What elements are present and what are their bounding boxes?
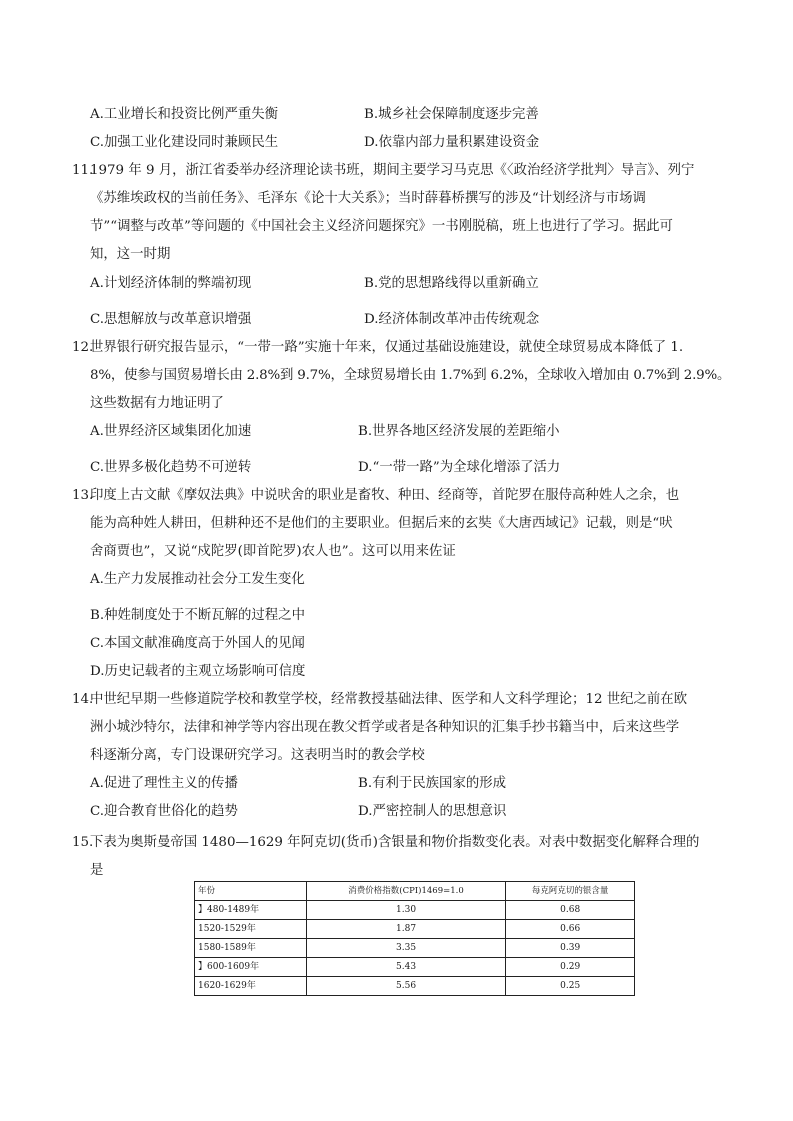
q12-option-c: C.世界多极化趋势不可逆转 bbox=[90, 460, 252, 475]
table-row bbox=[195, 958, 635, 977]
table-header-silver: 每克阿克切的银含量 bbox=[506, 882, 635, 901]
table-cell-cpi: 3.35 bbox=[306, 939, 506, 958]
table-cell-year: 】600-1609年 bbox=[195, 958, 307, 977]
q13-number: 13. bbox=[72, 488, 94, 503]
q14-option-a: A.促进了理性主义的传播 bbox=[90, 776, 238, 791]
q15-number: 15. bbox=[72, 835, 94, 850]
q11-number: 11. bbox=[72, 163, 94, 178]
table-cell-silver: 0.68 bbox=[506, 901, 635, 920]
q13-option-d: D.历史记载者的主观立场影响可信度 bbox=[90, 664, 306, 679]
table-header-year: 年份 bbox=[195, 882, 307, 901]
table-cell-silver: 0.39 bbox=[506, 939, 635, 958]
q12-option-b: B.世界各地区经济发展的差距缩小 bbox=[358, 424, 560, 439]
q13-option-b: B.种姓制度处于不断瓦解的过程之中 bbox=[90, 608, 305, 623]
q10-option-d: D.依靠内部力量积累建设资金 bbox=[364, 135, 540, 150]
table-row bbox=[195, 977, 635, 996]
table-cell-year: 1620-1629年 bbox=[195, 977, 307, 996]
q11-stem-line-3: 节”“调整与改革”等问题的《中国社会主义经济问题探究》一书刚脱稿，班上也进行了学习。据此可 bbox=[90, 219, 673, 234]
q11-stem-line-2: 《苏维埃政权的当前任务》、毛泽东《论十大关系》；当时薛暮桥撰写的涉及“计划经济与市场调 bbox=[90, 191, 646, 206]
table-cell-cpi: 1.87 bbox=[306, 920, 506, 939]
table-cell-silver: 0.25 bbox=[506, 977, 635, 996]
table-cell-silver: 0.29 bbox=[506, 958, 635, 977]
q11-stem-line-4: 知，这一时期 bbox=[90, 247, 171, 262]
q11-option-b: B.党的思想路线得以重新确立 bbox=[364, 276, 539, 291]
table-header-cpi: 消费价格指数(CPI)1469=1.0 bbox=[306, 882, 506, 901]
q10-option-c: C.加强工业化建设同时兼顾民生 bbox=[90, 135, 279, 150]
q11-option-d: D.经济体制改革冲击传统观念 bbox=[364, 312, 540, 327]
q15-stem-line-2: 是 bbox=[90, 863, 104, 878]
q13-option-a: A.生产力发展推动社会分工发生变化 bbox=[90, 572, 305, 587]
q10-option-b: B.城乡社会保障制度逐步完善 bbox=[364, 107, 539, 122]
q12-option-a: A.世界经济区域集团化加速 bbox=[90, 424, 252, 439]
q12-stem-line-1: 世界银行研究报告显示，“一带一路”实施十年来，仅通过基础设施建设，就使全球贸易成本降低了 1. bbox=[90, 340, 684, 355]
q15-stem-line-1: 下表为奥斯曼帝国 1480—1629 年阿克切(货币)含银量和物价指数变化表。对表中数据变化解释合理的 bbox=[90, 835, 700, 850]
q10-option-a: A.工业增长和投资比例严重失衡 bbox=[90, 107, 279, 122]
table-cell-year: 1580-1589年 bbox=[195, 939, 307, 958]
table-header-row bbox=[195, 882, 635, 901]
q11-option-a: A.计划经济体制的弊端初现 bbox=[90, 276, 252, 291]
q14-option-c: C.迎合教育世俗化的趋势 bbox=[90, 804, 238, 819]
q11-option-c: C.思想解放与改革意识增强 bbox=[90, 312, 252, 327]
q14-number: 14. bbox=[72, 692, 94, 707]
table-row bbox=[195, 920, 635, 939]
q12-stem-line-2: 8%，使参与国贸易增长由 2.8%到 9.7%，全球贸易增长由 1.7%到 6.2%，全球收入增加由 0.7%到 2.9%。 bbox=[90, 368, 731, 383]
q14-stem-line-2: 洲小城沙特尔，法律和神学等内容出现在教父哲学或者是各种知识的汇集手抄书籍当中，后来这些学 bbox=[90, 720, 680, 735]
q13-option-c: C.本国文献准确度高于外国人的见闻 bbox=[90, 636, 305, 651]
q15-data-table bbox=[194, 881, 635, 996]
table-cell-year: 】480-1489年 bbox=[195, 901, 307, 920]
table-row bbox=[195, 939, 635, 958]
table-cell-cpi: 5.43 bbox=[306, 958, 506, 977]
table-cell-year: 1520-1529年 bbox=[195, 920, 307, 939]
q14-stem-line-3: 科逐渐分离，专门设课研究学习。这表明当时的教会学校 bbox=[90, 748, 425, 763]
table-cell-cpi: 5.56 bbox=[306, 977, 506, 996]
table-row bbox=[195, 901, 635, 920]
table-cell-cpi: 1.30 bbox=[306, 901, 506, 920]
q14-stem-line-1: 中世纪早期一些修道院学校和教堂学校，经常教授基础法律、医学和人文科学理论；12 世纪之前在欧 bbox=[90, 692, 688, 707]
table-cell-silver: 0.66 bbox=[506, 920, 635, 939]
q12-number: 12. bbox=[72, 340, 94, 355]
q13-stem-line-1: 印度上古文献《摩奴法典》中说吠舍的职业是畜牧、种田、经商等，首陀罗在服侍高种姓人之余，也 bbox=[90, 488, 680, 503]
q11-stem-line-1: 1979 年 9 月，浙江省委举办经济理论读书班，期间主要学习马克思《〈政治经济学批判〉导言》、列宁 bbox=[90, 163, 695, 178]
q14-option-b: B.有利于民族国家的形成 bbox=[358, 776, 507, 791]
q13-stem-line-2: 能为高种姓人耕田，但耕种还不是他们的主要职业。但据后来的玄奘《大唐西域记》记载，则是“吠 bbox=[90, 516, 673, 531]
q12-stem-line-3: 这些数据有力地证明了 bbox=[90, 396, 224, 411]
q12-option-d: D.“一带一路”为全球化增添了活力 bbox=[358, 460, 561, 475]
q13-stem-line-3: 舍商贾也”，又说“戍陀罗(即首陀罗)农人也”。这可以用来佐证 bbox=[90, 544, 456, 559]
q14-option-d: D.严密控制人的思想意识 bbox=[358, 804, 507, 819]
